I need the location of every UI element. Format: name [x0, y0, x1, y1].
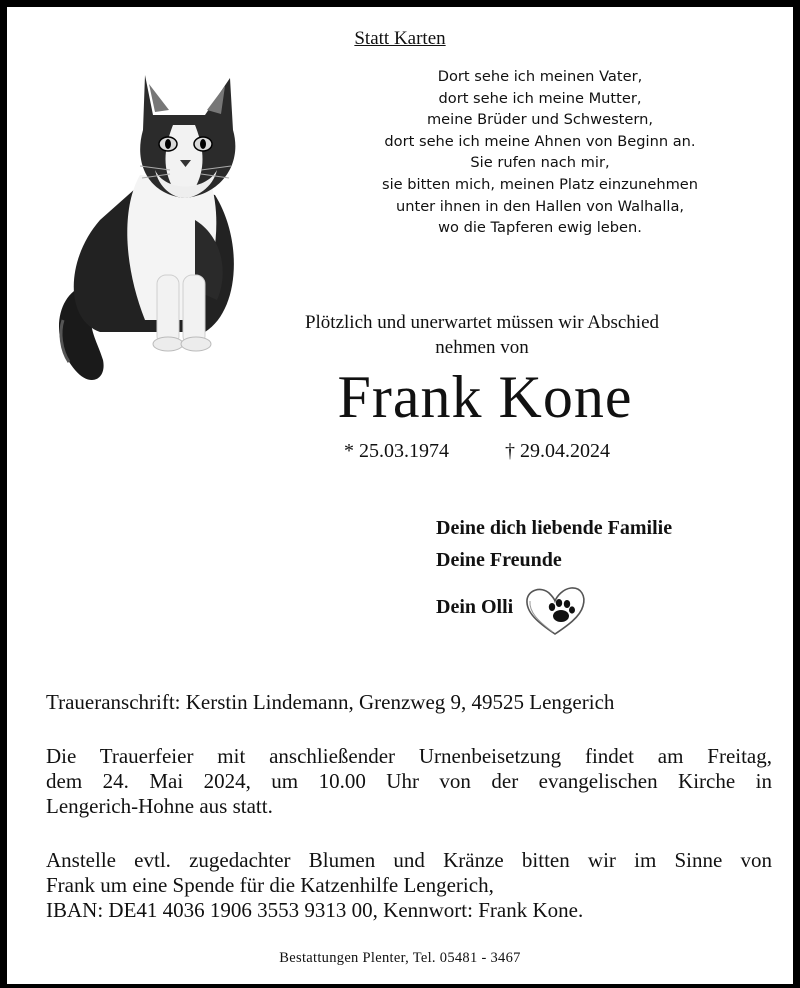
donation-line: Anstelle evtl. zugedachter Blumen und Kränze bitten wir im Sinne von: [46, 848, 772, 872]
poem-line: unter ihnen in den Hallen von Walhalla,: [395, 197, 685, 215]
mourning-address: Traueranschrift: Kerstin Lindemann, Grenzweg 9, 49525 Lengerich: [46, 690, 615, 714]
farewell-intro: [262, 310, 702, 360]
ceremony-line: dem 24. Mai 2024, um 10.00 Uhr von der evangelischen Kirche in: [46, 769, 772, 793]
intro-line-1: Plötzlich und unerwartet müssen wir Abschied: [304, 312, 660, 333]
poem-line: sie bitten mich, meinen Platz einzunehmen: [381, 175, 699, 193]
donation-line: Frank um eine Spende für die Katzenhilfe Lengerich,: [46, 873, 494, 897]
donation-text: [46, 848, 772, 923]
notice-header: Statt Karten: [354, 28, 446, 49]
ceremony-line: Die Trauerfeier mit anschließender Urnenbeisetzung findet am Freitag,: [46, 744, 772, 768]
ceremony-text: [46, 744, 772, 819]
poem-line: dort sehe ich meine Ahnen von Beginn an.: [384, 132, 696, 150]
poem-line: Sie rufen nach mir,: [470, 154, 610, 172]
poem-line: Dort sehe ich meinen Vater,: [437, 68, 643, 85]
cat-photo: [45, 70, 250, 385]
mourner-olli: Dein Olli: [436, 596, 514, 618]
birth-date: * 25.03.1974: [344, 440, 449, 462]
poem-line: wo die Tapferen ewig leben.: [438, 219, 642, 237]
poem-line: meine Brüder und Schwestern,: [426, 111, 654, 129]
mourner-friends: Deine Freunde: [436, 549, 562, 571]
heart-paw-icon: [523, 584, 587, 638]
deceased-name: Frank Kone: [337, 364, 633, 430]
mourners-list: [436, 512, 672, 638]
mourner-family: Deine dich liebende Familie: [436, 517, 673, 539]
poem-line: dort sehe ich meine Mutter,: [438, 89, 642, 107]
poem: [360, 66, 720, 239]
donation-line: IBAN: DE41 4036 1906 3553 9313 00, Kennwort: Frank Kone.: [46, 898, 584, 922]
funeral-home-contact: Bestattungen Plenter, Tel. 05481 - 3467: [279, 950, 521, 966]
intro-line-2: nehmen von: [435, 337, 529, 358]
ceremony-line: Lengerich-Hohne aus statt.: [46, 794, 273, 818]
death-date: † 29.04.2024: [505, 440, 610, 462]
